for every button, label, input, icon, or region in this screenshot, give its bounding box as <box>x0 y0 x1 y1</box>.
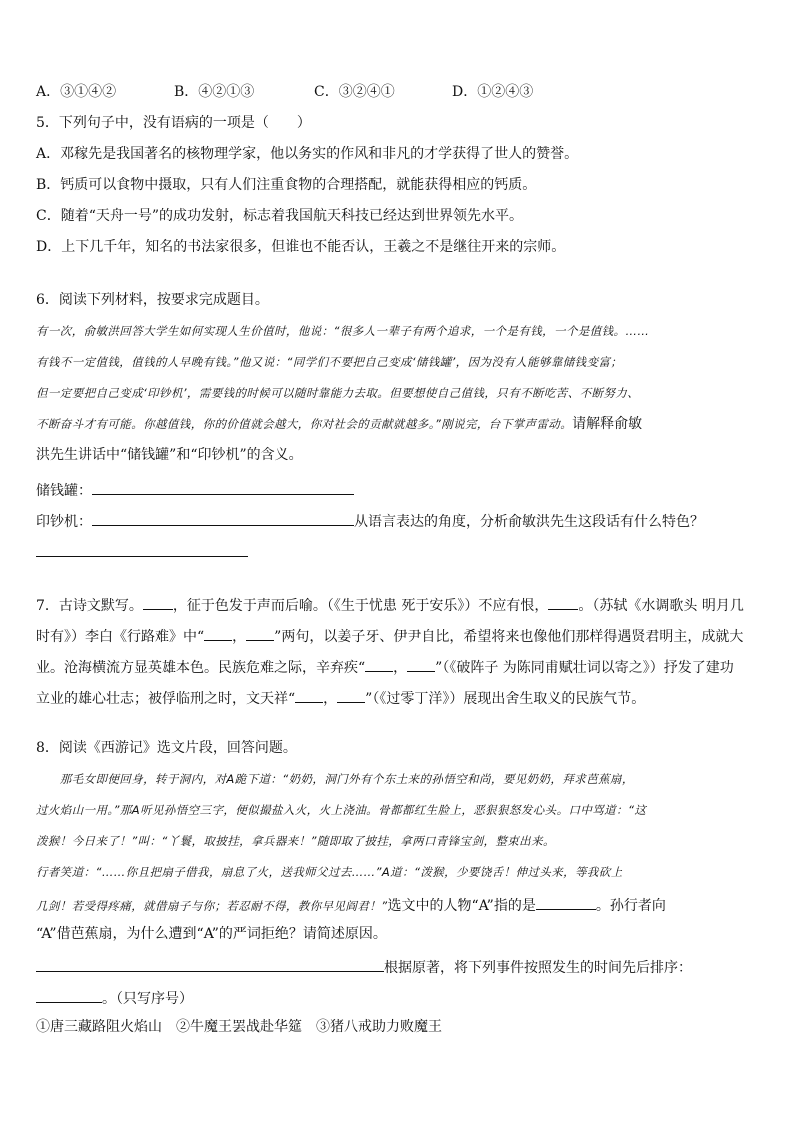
q6-question-1: 洪先生讲话中“储钱罐”和“印钞机”的含义。 <box>36 447 303 463</box>
q6-question-1-start: 请解释俞敏 <box>572 416 643 432</box>
q7-blank[interactable] <box>295 686 323 703</box>
q6-passage-line: 有一次，俞敏洪回答大学生如何实现人生价值时，他说：“很多人一辈子有两个追求，一个是有钱，一个是值钱。…… <box>36 324 650 338</box>
q4-option-a[interactable]: A．③①④② <box>36 84 117 100</box>
q8-event-list: ①唐三藏路阻火焰山 ②牛魔王罢战赴华筵 ③猪八戒助力败魔王 <box>36 1019 442 1035</box>
q4-options <box>36 82 533 102</box>
q6-question-2: 从语言表达的角度，分析俞敏洪先生这段话有什么特色？ <box>354 514 704 530</box>
q6-passage-line: 有钱不一定值钱，值钱的人早晚有钱。”他又说：“同学们不要把自己变成‘储钱罐’，因为没有人能够靠储钱变富； <box>36 355 623 369</box>
q6-label-printer: 印钞机： <box>36 514 92 530</box>
q4-option-c[interactable]: C．③②④① <box>314 84 395 100</box>
q8-answer-row <box>36 955 692 978</box>
q8-passage-line: 过火焰山一用。”那A听见孙悟空三字，便似撮盐入火，火上浇油。骨都都红生脸上，恶狠狠怒发心头。口中骂道：“这 <box>36 803 647 817</box>
q8-answer-blank-1[interactable] <box>536 893 596 910</box>
q7-blank[interactable] <box>365 655 393 672</box>
q7-blank[interactable] <box>246 624 274 641</box>
q7-text: ， <box>323 691 338 707</box>
q8-question-2-start: 。孙行者向 <box>595 898 666 914</box>
q7-text: 时有》）李白《行路难》中“ <box>36 629 205 645</box>
q8-question-1: 选文中的人物“A”指的是 <box>387 898 536 914</box>
q6-answer-row-2 <box>36 509 704 532</box>
q7-text: ”（《过零丁洋》）展现出舍生取义的民族气节。 <box>365 691 646 707</box>
q8-answer-blank-3[interactable] <box>36 986 102 1003</box>
q7-line <box>36 593 744 616</box>
q6-stem: 6．阅读下列材料，按要求完成题目。 <box>36 292 269 308</box>
q7-blank[interactable] <box>548 593 578 610</box>
q7-line <box>36 655 734 678</box>
q5-option-c[interactable]: C．随着“天舟一号”的成功发射，标志着我国航天科技已经达到世界领先水平。 <box>36 208 524 224</box>
q7-text: 。（苏轼《水调歌头 明月几 <box>578 598 744 614</box>
q4-option-d[interactable]: D．①②④③ <box>452 84 534 100</box>
q7-text: 业。沧海横流方显英雄本色。民族危难之际，辛弃疾“ <box>36 660 366 676</box>
q6-passage-line <box>36 414 642 434</box>
q5-stem: 5．下列句子中，没有语病的一项是（ ） <box>36 115 311 131</box>
q7-blank[interactable] <box>204 624 232 641</box>
q7-text: ”（《破阵子 为陈同甫赋壮词以寄之》）抒发了建功 <box>435 660 734 676</box>
q6-answer-row-1 <box>36 478 354 501</box>
q7-blank[interactable] <box>407 655 435 672</box>
q7-text: ，征于色发于声而后喻。（《生于忧患 死于安乐》）不应有恨， <box>172 598 549 614</box>
q6-answer-blank-3[interactable] <box>36 540 248 557</box>
q8-answer-row <box>36 986 193 1009</box>
q7-stem: 7．古诗文默写。 <box>36 598 143 614</box>
q8-passage-line: 行者笑道：“……你且把扇子借我，扇息了火，送我师父过去……”A道：“泼猴，少要饶舌！伸过头来，等我砍上 <box>36 865 623 879</box>
q4-option-b[interactable]: B．④②①③ <box>174 84 255 100</box>
q8-passage-line <box>36 893 666 916</box>
q7-line <box>36 686 645 709</box>
q6-passage-hand: 不断奋斗才有可能。你越值钱，你的价值就会越大，你对社会的贡献就越多。”刚说完，台下掌声雷动。 <box>36 417 573 431</box>
q5-option-d[interactable]: D．上下几千年，知名的书法家很多，但谁也不能否认，王羲之不是继往开来的宗师。 <box>36 239 566 255</box>
q7-blank[interactable] <box>337 686 365 703</box>
q8-question-2: “A”借芭蕉扇，为什么遭到“A”的严词拒绝？请简述原因。 <box>36 926 387 942</box>
q6-answer-blank-1[interactable] <box>92 478 354 495</box>
q8-passage-line: 那毛女即便回身，转于洞内，对A跪下道：“奶奶，洞门外有个东土来的孙悟空和尚，要见奶奶，拜求芭蕉扇， <box>36 772 634 786</box>
q5-option-b[interactable]: B．钙质可以食物中摄取，只有人们注重食物的合理搭配，就能获得相应的钙质。 <box>36 177 537 193</box>
q8-answer-blank-2[interactable] <box>36 955 384 972</box>
q7-text: ， <box>393 660 408 676</box>
q8-passage-hand: 几剑！若受得疼痛，就借扇子与你；若忍耐不得，教你早见阎君！” <box>36 899 388 913</box>
q8-stem: 8．阅读《西游记》选文片段，回答问题。 <box>36 740 297 756</box>
q6-answer-blank-2[interactable] <box>92 509 354 526</box>
q7-blank[interactable] <box>143 593 173 610</box>
q8-passage-line: 泼猴！今日来了！”叫：“丫鬟，取披挂，拿兵器来！”随即取了披挂，拿两口青锋宝剑，整束出来。 <box>36 834 555 848</box>
q7-text: ”两句，以姜子牙、伊尹自比，希望将来也像他们那样得遇贤君明主，成就大 <box>274 629 744 645</box>
q8-question-3: 根据原著，将下列事件按照发生的时间先后排序： <box>384 960 692 976</box>
q6-answer-row-3 <box>36 540 248 563</box>
q8-answer-hint: 。（只写序号） <box>102 991 193 1007</box>
q6-passage-line: 但一定要把自己变成‘印钞机’，需要钱的时候可以随时靠能力去取。但要想使自己值钱，只有不断吃苦、不断努力、 <box>36 386 640 400</box>
q5-option-a[interactable]: A．邓稼先是我国著名的核物理学家，他以务实的作风和非凡的才学获得了世人的赞誉。 <box>36 146 579 162</box>
q6-label-piggybank: 储钱罐： <box>36 483 92 499</box>
q7-text: ， <box>232 629 247 645</box>
q7-text: 立业的雄心壮志；被俘临刑之时，文天祥“ <box>36 691 296 707</box>
q7-line <box>36 624 743 647</box>
